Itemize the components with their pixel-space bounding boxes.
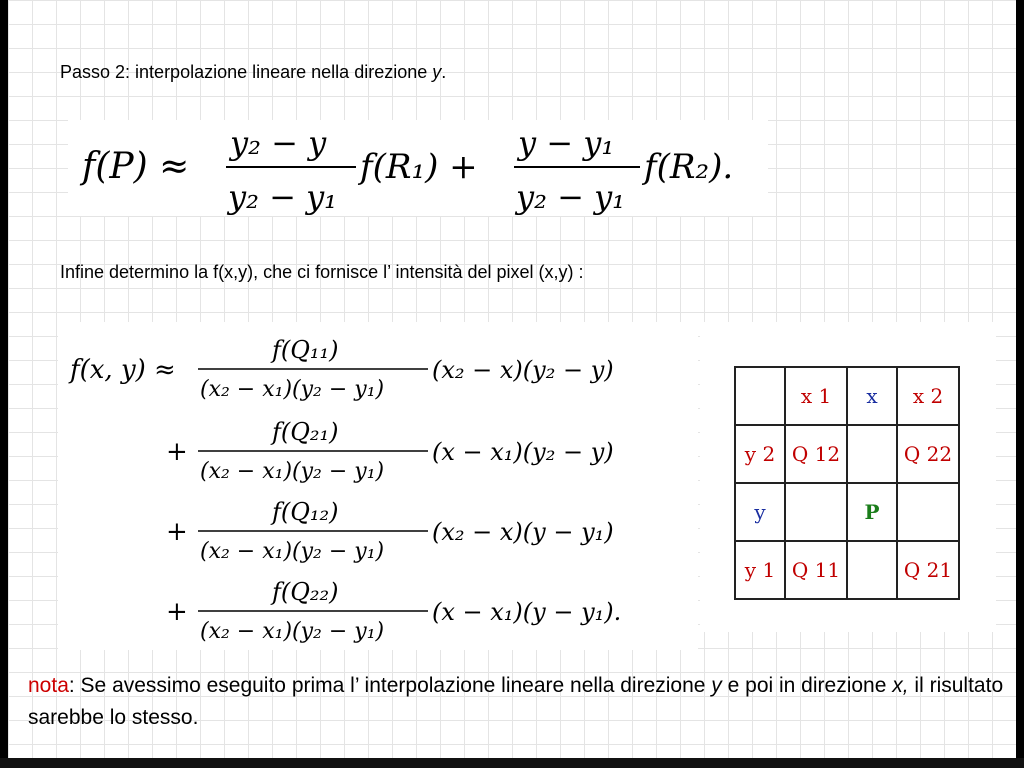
grid-cell-x: x — [847, 367, 897, 425]
note-text-3: il risultato sarebbe lo stesso. — [28, 674, 1004, 729]
note-label: nota — [28, 674, 69, 697]
grid-cell-y2: y 2 — [735, 425, 785, 483]
grid-cell-y: y — [735, 483, 785, 541]
f2-factor-2: (x − x₁)(y₂ − y) — [432, 438, 614, 466]
f2-den-2: (x₂ − x₁)(y₂ − y₁) — [200, 459, 385, 484]
formula-bilinear — [58, 322, 698, 650]
f2-plus-2: + — [166, 437, 188, 467]
note-text-2: e poi in direzione — [721, 674, 893, 697]
step-suffix: . — [441, 62, 447, 82]
f2-num-3: f(Q₁₂) — [272, 498, 339, 526]
step-prefix: Passo 2: interpolazione lineare nella direzione — [60, 62, 433, 82]
grid-cell-q22: Q 22 — [897, 425, 959, 483]
f1-lhs: f(P) ≈ — [82, 146, 190, 187]
grid-cell-blank — [847, 425, 897, 483]
formula-linear-y — [68, 120, 768, 216]
grid-cell-blank — [785, 483, 847, 541]
f1-term2: f(R₂). — [644, 147, 734, 187]
note-text-1: : Se avessimo eseguito prima l’ interpolazione lineare nella direzione — [68, 674, 712, 697]
f2-num-2: f(Q₂₁) — [272, 418, 339, 446]
grid-cell-x2: x 2 — [897, 367, 959, 425]
formula-bilinear-svg — [58, 322, 698, 650]
f1-frac2-num: y − y₁ — [518, 124, 615, 162]
note-var-y: y — [711, 674, 722, 697]
grid-cell-q11: Q 11 — [785, 541, 847, 599]
grid-cell-y1: y 1 — [735, 541, 785, 599]
pixel-grid-diagram — [700, 322, 996, 632]
final-sentence: Infine determino la f(x,y), che ci fornisce l’ intensità del pixel (x,y) : — [60, 262, 584, 282]
grid-cell-empty — [735, 367, 785, 425]
f2-plus-4: + — [166, 597, 188, 627]
f2-den-4: (x₂ − x₁)(y₂ − y₁) — [200, 619, 385, 644]
f2-den-1: (x₂ − x₁)(y₂ − y₁) — [200, 377, 385, 402]
grid-row-y1 — [735, 541, 959, 599]
f2-num-1: f(Q₁₁) — [272, 336, 339, 364]
f2-factor-1: (x₂ − x)(y₂ − y) — [432, 356, 614, 384]
note-paragraph — [28, 670, 1008, 734]
f2-num-4: f(Q₂₂) — [272, 578, 339, 606]
f1-frac1-num: y₂ − y — [230, 124, 327, 162]
f2-factor-3: (x₂ − x)(y − y₁) — [432, 518, 614, 546]
note-var-x: x, — [892, 674, 909, 697]
step-heading — [60, 62, 446, 83]
grid-cell-blank — [847, 541, 897, 599]
grid-cell-p: P — [847, 483, 897, 541]
f1-term1: f(R₁) + — [360, 147, 478, 187]
slide-bottom-border — [0, 758, 1024, 768]
grid-cell-q12: Q 12 — [785, 425, 847, 483]
step-var: y — [432, 62, 442, 82]
formula-linear-y-svg — [68, 120, 768, 216]
f2-factor-4: (x − x₁)(y − y₁). — [432, 598, 622, 626]
f2-lhs: f(x, y) ≈ — [70, 355, 176, 385]
grid-row-y2 — [735, 425, 959, 483]
grid-cell-q21: Q 21 — [897, 541, 959, 599]
f1-frac2-den: y₂ − y₁ — [516, 178, 625, 216]
pixel-grid-table — [734, 366, 960, 600]
grid-cell-x1: x 1 — [785, 367, 847, 425]
f1-frac1-den: y₂ − y₁ — [228, 178, 337, 216]
f2-plus-3: + — [166, 517, 188, 547]
f2-den-3: (x₂ − x₁)(y₂ − y₁) — [200, 539, 385, 564]
slide — [8, 0, 1016, 758]
grid-row-y — [735, 483, 959, 541]
grid-row-header — [735, 367, 959, 425]
grid-cell-blank — [897, 483, 959, 541]
